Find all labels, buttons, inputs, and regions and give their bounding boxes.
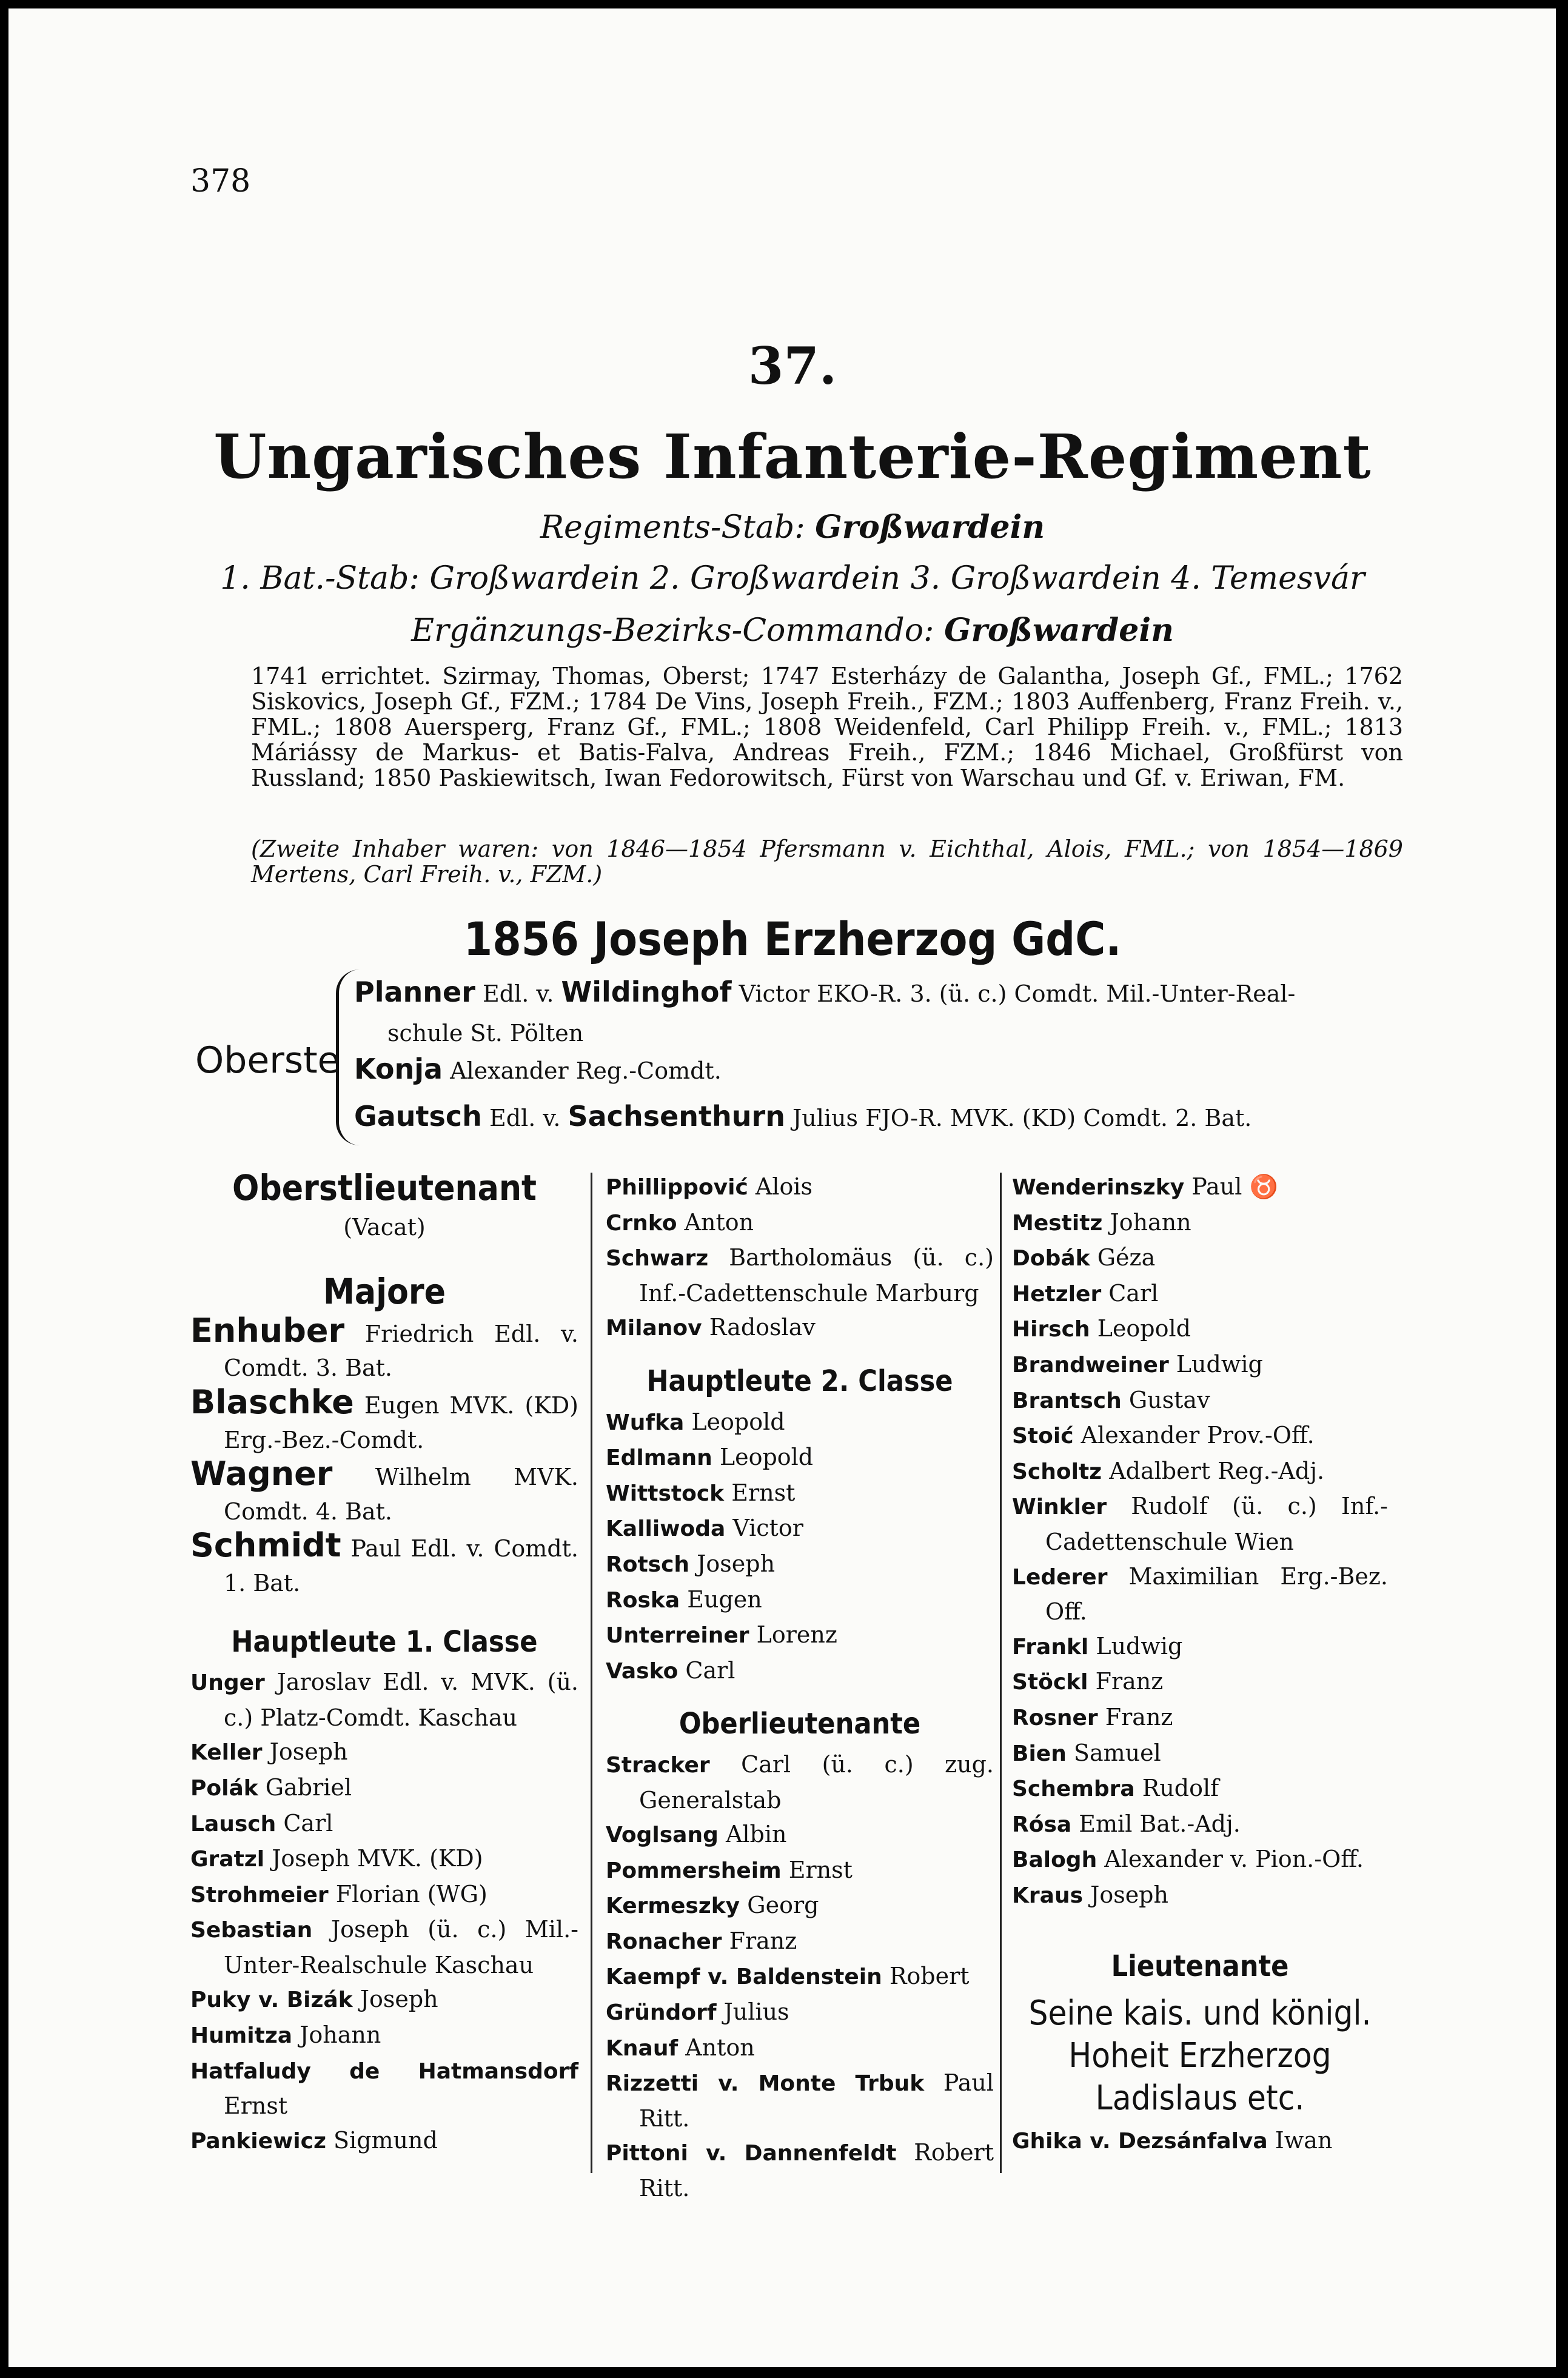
list-item [1012, 1771, 1388, 1807]
officer-surname: Hirsch [1012, 1317, 1090, 1342]
officer-surname: Brantsch [1012, 1388, 1122, 1413]
majore-list [190, 1311, 578, 1601]
officer-details: Florian (WG) [328, 1880, 487, 1907]
recruiting-place: Großwardein [944, 612, 1174, 649]
list-item [190, 1806, 578, 1842]
officer-details: Ludwig [1088, 1632, 1183, 1660]
list-item [606, 1170, 994, 1205]
list-item [190, 1665, 578, 1735]
officer-details: Robert Ritt. [639, 2139, 994, 2202]
officer-surname: Keller [190, 1740, 263, 1766]
officer-details: Paul Edl. v. Comdt. 1. Bat. [224, 1535, 578, 1596]
list-item [606, 2066, 994, 2135]
officer-details: Adalbert Reg.-Adj. [1102, 1457, 1325, 1484]
oberste-label: Oberste [195, 1039, 340, 1082]
list-item [190, 2054, 578, 2123]
second-owners-note: (Zweite Inhaber waren: von 1846—1854 Pfersmann v. Eichthal, Alois, FML.; von 1854—1869 Mertens, Carl Freih. v., FZM.) [251, 836, 1403, 888]
officer-surname: Vasko [606, 1658, 678, 1684]
officer-details: Johann [1102, 1208, 1191, 1236]
oberstlieutenant-heading: Oberstlieutenant [232, 1167, 537, 1208]
officer-surname: Enhuber [190, 1311, 345, 1350]
list-item [606, 1959, 994, 1995]
regiment-title: Ungarisches Infanterie-Regiment [213, 421, 1372, 492]
list-item [606, 1888, 994, 1924]
hauptleute-1-continued-list [606, 1170, 994, 1346]
column-rule-1 [591, 1173, 592, 2173]
officer-surname: Sebastian [190, 1918, 313, 1943]
list-item [606, 1405, 994, 1441]
list-item [190, 1841, 578, 1877]
battalion-staffs: 1. Bat.-Stab: Großwardein 2. Großwardein 3. Großwardein 4. Temesvár [220, 560, 1365, 597]
list-item [606, 2135, 994, 2205]
page-number: 378 [190, 163, 251, 199]
majore-heading: Majore [323, 1271, 446, 1313]
officer-details: Jaroslav Edl. v. MVK. (ü. c.) Platz-Comdt. Kaschau [224, 1669, 578, 1731]
officer-surname: Gründorf [606, 2000, 717, 2026]
royal-honorary-lieutenant: Seine kais. und königl. Hoheit Erzherzog Ladislaus etc. [1028, 1994, 1372, 2118]
hauptleute-2-heading: Hauptleute 2. Classe [646, 1364, 953, 1398]
sheet [8, 8, 1556, 2367]
officer-details: Géza [1090, 1244, 1156, 1271]
officer-details: Iwan [1267, 2127, 1333, 2154]
officer-details: Carl [678, 1656, 735, 1684]
officer-surname: Gratzl [190, 1847, 265, 1872]
officer-details: Joseph (ü. c.) Mil.-Unter-Realschule Kaschau [224, 1916, 578, 1978]
list-item [190, 2018, 578, 2054]
officer-surname: Bien [1012, 1741, 1067, 1766]
recruiting-command [8, 612, 1568, 649]
list-item [1012, 1807, 1388, 1843]
officer-details: Carl [276, 1809, 333, 1837]
officer-details: Joseph [1083, 1881, 1168, 1908]
oberst-name: Gautsch [354, 1100, 482, 1133]
regiment-owner: 1856 Joseph Erzherzog GdC. [463, 912, 1122, 966]
hauptleute-1-heading: Hauptleute 1. Classe [231, 1624, 538, 1659]
oberst-details: Julius FJO-R. MVK. (KD) Comdt. 2. Bat. [785, 1105, 1252, 1131]
officer-surname: Voglsang [606, 1823, 719, 1848]
list-item [606, 1511, 994, 1547]
officer-surname: Ronacher [606, 1929, 722, 1954]
list-item [606, 1924, 994, 1960]
officer-surname: Schembra [1012, 1777, 1135, 1802]
officer-details: Lorenz [749, 1621, 837, 1649]
lieutenante-list [1012, 2123, 1388, 2159]
list-item [606, 1547, 994, 1583]
officer-surname: Dobák [1012, 1246, 1090, 1271]
list-item [190, 1526, 578, 1600]
officer-surname: Strohmeier [190, 1882, 329, 1907]
hauptleute-1-list [190, 1665, 578, 2159]
officer-surname: Wittstock [606, 1481, 725, 1506]
officer-surname: Hetzler [1012, 1281, 1102, 1307]
column-3 [1012, 1170, 1388, 2159]
officer-surname: Unterreiner [606, 1623, 749, 1649]
officer-surname: Rizzetti v. Monte Trbuk [606, 2071, 925, 2097]
officer-surname: Crnko [606, 1210, 677, 1236]
officer-surname: Frankl [1012, 1634, 1089, 1660]
officer-details: Robert [882, 1963, 970, 1990]
column-1 [190, 1167, 578, 2159]
officer-details: Leopold [712, 1444, 814, 1471]
officer-details: Maximilian Erg.-Bez. Off. [1045, 1562, 1388, 1626]
officer-details: Rudolf [1134, 1775, 1219, 1802]
officer-details: Alois [748, 1173, 813, 1200]
officer-surname: Polák [190, 1775, 258, 1801]
officer-surname: Schwarz [606, 1246, 709, 1271]
officer-surname: Humitza [190, 2023, 293, 2049]
officer-details: Johann [292, 2021, 381, 2049]
column-2 [606, 1170, 994, 2206]
list-item [1012, 1347, 1388, 1383]
list-item [1012, 1629, 1388, 1665]
list-item [190, 1457, 578, 1529]
list-item [1012, 1736, 1388, 1772]
oberst-details: Edl. v. [481, 1105, 568, 1131]
officer-details: Alexander Prov.-Off. [1073, 1422, 1315, 1449]
officer-details: Friedrich Edl. v. Comdt. 3. Bat. [224, 1320, 578, 1382]
officer-surname: Hatfaludy de Hatmansdorf [190, 2058, 578, 2084]
officer-details: Franz [722, 1927, 797, 1954]
officer-surname: Kalliwoda [606, 1516, 726, 1542]
officer-details: Julius [716, 1998, 789, 2026]
officer-surname: Wufka [606, 1410, 685, 1435]
officer-surname: Scholtz [1012, 1459, 1102, 1484]
officer-details: Franz [1097, 1703, 1173, 1730]
officer-details: Gabriel [258, 1773, 352, 1801]
officer-details: Sigmund [326, 2126, 438, 2154]
staff-label: Regiments-Stab: [540, 509, 805, 546]
oberlieutenante-continued-list [1012, 1170, 1388, 1913]
officer-details: Eugen MVK. (KD) Erg.-Bez.-Comdt. [224, 1392, 578, 1453]
officer-details: Ernst [724, 1479, 796, 1506]
officer-details: Victor [725, 1515, 803, 1542]
officer-surname: Rotsch [606, 1552, 690, 1577]
officer-details: Albin [718, 1821, 787, 1848]
oberst-name: Sachsenthurn [568, 1100, 785, 1133]
officer-details: Carl (ü. c.) zug. Generalstab [639, 1750, 994, 1814]
list-item [190, 1770, 578, 1806]
list-item [190, 1735, 578, 1770]
officer-details: Carl [1101, 1279, 1159, 1307]
list-item [190, 2123, 578, 2159]
officer-details: Alexander v. Pion.-Off. [1097, 1846, 1364, 1873]
officer-details: Wilhelm MVK. Comdt. 4. Bat. [224, 1464, 578, 1525]
oberst-line [354, 1053, 722, 1085]
officer-details: Samuel [1066, 1739, 1161, 1766]
list-item [606, 1241, 994, 1310]
officer-surname: Kraus [1012, 1883, 1083, 1908]
officer-surname: Rosner [1012, 1705, 1098, 1730]
list-item [606, 1440, 994, 1476]
list-item [1012, 2123, 1388, 2159]
list-item [1012, 1311, 1388, 1347]
oberst-line [354, 976, 1295, 1008]
officer-surname: Milanov [606, 1316, 702, 1341]
list-item [606, 1583, 994, 1618]
list-item [1012, 1418, 1388, 1454]
officer-surname: Winkler [1012, 1495, 1107, 1520]
oberlieutenante-heading: Oberlieutenante [678, 1707, 921, 1741]
officer-surname: Roska [606, 1587, 680, 1613]
officer-details: Ernst [781, 1856, 853, 1883]
list-item [606, 1618, 994, 1653]
officer-details: Anton [677, 1208, 754, 1236]
officer-details: Leopold [684, 1408, 785, 1435]
oberst-line [354, 1100, 1251, 1133]
oberst-name: Konja [354, 1053, 443, 1085]
list-item [190, 1382, 578, 1457]
list-item [1012, 1454, 1388, 1490]
list-item [606, 1205, 994, 1241]
oberlieutenante-list [606, 1747, 994, 2206]
list-item [606, 1653, 994, 1689]
officer-surname: Pommersheim [606, 1858, 782, 1883]
oberst-line [387, 1015, 583, 1048]
officer-details: Radoslav [702, 1314, 816, 1341]
oberst-details: Victor EKO-R. 3. (ü. c.) Comdt. Mil.-Unter-Real- [731, 980, 1296, 1007]
officer-surname: Lausch [190, 1811, 276, 1837]
staff-place: Großwardein [815, 509, 1045, 546]
officer-details: Joseph [262, 1738, 348, 1766]
officer-surname: Wenderinszky [1012, 1175, 1185, 1200]
officer-surname: Pittoni v. Dannenfeldt [606, 2141, 897, 2166]
list-item [1012, 1700, 1388, 1736]
officer-details: Joseph [689, 1550, 776, 1577]
list-item [1012, 1878, 1388, 1914]
officer-surname: Blaschke [190, 1382, 354, 1421]
regiment-staff [8, 509, 1568, 546]
list-item [606, 1476, 994, 1512]
officer-surname: Ghika v. Dezsánfalva [1012, 2129, 1268, 2154]
officer-surname: Kaempf v. Baldenstein [606, 1964, 882, 1990]
list-item [1012, 1559, 1388, 1629]
officer-details: Ludwig [1168, 1350, 1263, 1378]
officer-details: Paul ♉ [1184, 1173, 1278, 1200]
list-item [606, 1817, 994, 1853]
officer-surname: Lederer [1012, 1564, 1108, 1590]
list-item [1012, 1489, 1388, 1559]
list-item [1012, 1170, 1388, 1205]
list-item [1012, 1842, 1388, 1878]
officer-surname: Puky v. Bizák [190, 1988, 353, 2013]
list-item [190, 1982, 578, 2018]
officer-surname: Rósa [1012, 1812, 1072, 1837]
list-item [1012, 1383, 1388, 1419]
officer-details: Gustav [1121, 1386, 1210, 1413]
column-rule-2 [1000, 1173, 1002, 2173]
officer-details: Paul Ritt. [639, 2069, 994, 2132]
list-item [190, 1877, 578, 1913]
officer-surname: Phillippović [606, 1175, 748, 1200]
officer-details: Anton [678, 2034, 755, 2061]
officer-details: Emil Bat.-Adj. [1071, 1810, 1241, 1837]
officer-surname: Balogh [1012, 1847, 1097, 1873]
oberst-details: Edl. v. [475, 980, 561, 1007]
oberst-name: Planner [354, 976, 475, 1008]
officer-surname: Pankiewicz [190, 2128, 326, 2154]
officer-surname: Kermeszky [606, 1894, 740, 1919]
officer-surname: Mestitz [1012, 1210, 1103, 1236]
officer-surname: Stöckl [1012, 1670, 1088, 1695]
recruiting-label: Ergänzungs-Bezirks-Commando: [411, 612, 934, 649]
list-item [1012, 1241, 1388, 1276]
regiment-history: 1741 errichtet. Szirmay, Thomas, Oberst; 1747 Esterházy de Galantha, Joseph Gf., FML.; 1762 Siskovics, Joseph Gf., FZM.; 1784 De Vins, Joseph Freih., FZM.; 1803 Auffenberg, Franz Freih. v., FML.; 1808 Auersperg, Franz Gf., FML.; 1808 Weidenfeld, Carl Philipp Freih. v., FML.; 1813 Máriássy de Markus- et Batis-Falva, Andreas Freih., FZM.; 1846 Michael, Großfürst von Russland; 1850 Paskiewitsch, Iwan Fedorowitsch, Fürst von Warschau und Gf. v. Eriwan, FM. [251, 663, 1403, 791]
officer-details: Georg [740, 1892, 819, 1919]
officer-details: Leopold [1090, 1315, 1191, 1342]
officer-surname: Edlmann [606, 1445, 712, 1471]
officer-details: Joseph [352, 1986, 438, 2013]
list-item [606, 1853, 994, 1889]
regiment-number: 37. [748, 336, 837, 396]
list-item [1012, 1664, 1388, 1700]
oberst-details: Alexander Reg.-Comdt. [443, 1057, 722, 1084]
officer-surname: Stracker [606, 1752, 710, 1778]
officer-surname: Stoić [1012, 1424, 1074, 1449]
list-item [1012, 1205, 1388, 1241]
officer-details: Joseph MVK. (KD) [264, 1845, 483, 1872]
officer-details: Rudolf (ü. c.) Inf.-Cadettenschule Wien [1045, 1493, 1388, 1555]
officer-surname: Schmidt [190, 1526, 341, 1565]
officer-surname: Brandweiner [1012, 1352, 1169, 1378]
officer-surname: Knauf [606, 2035, 678, 2061]
vacat-note: (Vacat) [343, 1213, 426, 1241]
list-item [190, 1311, 578, 1385]
officer-details: Eugen [680, 1586, 762, 1613]
list-item [606, 2031, 994, 2066]
list-item [190, 1912, 578, 1982]
list-item [606, 1995, 994, 2031]
hauptleute-2-list [606, 1405, 994, 1689]
oberst-details: schule St. Pölten [387, 1020, 584, 1047]
oberst-name: Wildinghof [561, 976, 732, 1008]
officer-surname: Wagner [190, 1455, 333, 1493]
list-item [606, 1310, 994, 1346]
officer-details: Bartholomäus (ü. c.) Inf.-Cadettenschule Marburg [639, 1244, 994, 1307]
lieutenante-heading: Lieutenante [1111, 1949, 1289, 1984]
officer-details: Franz [1088, 1668, 1164, 1695]
officer-surname: Unger [190, 1670, 265, 1696]
officer-details: Ernst [224, 2092, 288, 2120]
list-item [606, 1747, 994, 1817]
list-item [1012, 1276, 1388, 1312]
